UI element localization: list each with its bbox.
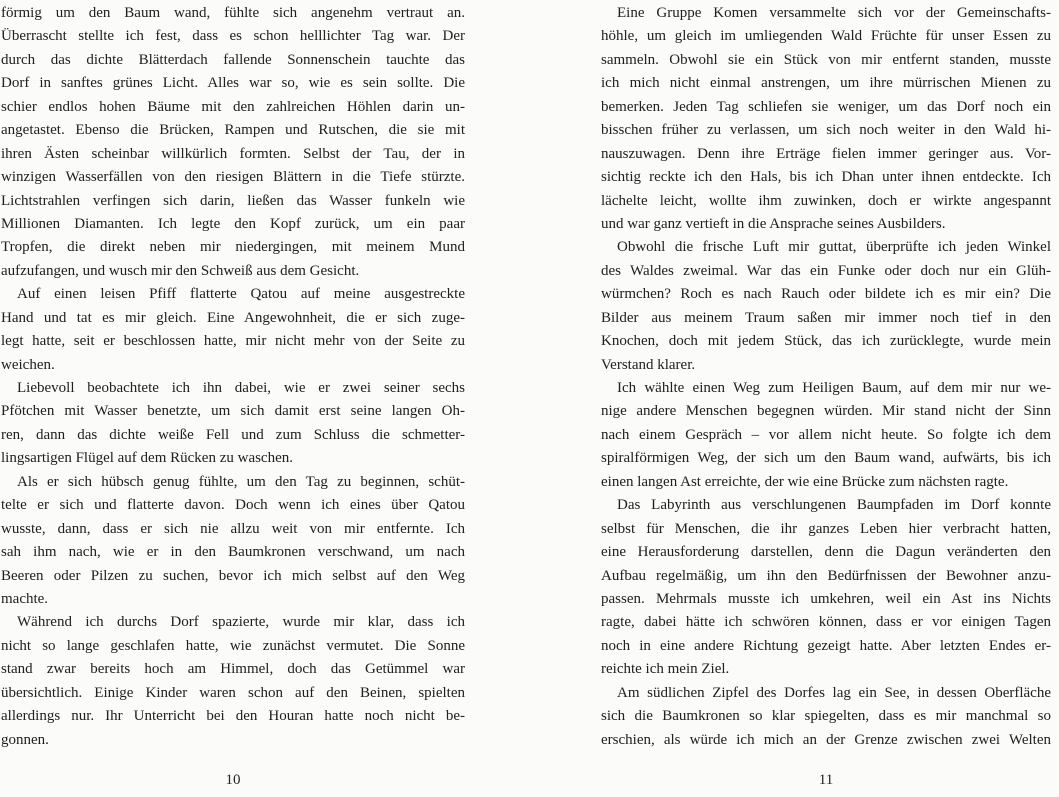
text-line: ragte, dabei hätte ich schwören können, dass er vor einigen Tagen <box>601 614 1051 631</box>
text-line: nach einem Gespräch – vor allem nicht heute. So folgte ich dem <box>601 426 1051 443</box>
paragraph <box>1 2 465 283</box>
page-text <box>601 2 1051 752</box>
text-line: Lichtstrahlen verfingen sich darin, ließen das Wasser funkeln wie <box>1 192 465 209</box>
text-line: Ich wählte einen Weg zum Heiligen Baum, auf dem mir nur we- <box>617 380 1051 396</box>
text-line: Auf einen leisen Pfiff flatterte Qatou auf meine ausgestreckte <box>17 286 465 303</box>
text-line: erschien, als würde ich mich an der Grenze zwischen zwei Welten <box>601 731 1051 748</box>
text-line: eine Herausforderung darstellen, denn die Dagun veränderten den <box>601 544 1051 561</box>
text-line: sichtig reckte ich den Hals, bis ich Dhan unter ihnen entdeckte. Ich <box>601 169 1051 186</box>
text-line: Pfötchen mit Wasser benetzte, um sich damit erst seine langen Oh- <box>1 403 465 420</box>
text-line: gonnen. <box>1 731 49 748</box>
paragraph <box>601 682 1051 752</box>
text-line: Dorf in sanftes grünes Licht. Alles war so, wie es sein sollte. Die <box>1 75 465 92</box>
text-line: bemerken. Jeden Tag schliefen sie weniger, um das Dorf noch ein <box>601 98 1051 115</box>
text-line: Beeren oder Pilzen zu suchen, bevor ich mich selbst auf den Weg <box>1 567 465 584</box>
text-line: durch das dichte Blätterdach fallende Sonnenschein tauchte das <box>1 51 465 68</box>
text-line: selbst für Menschen, die ihr ganzes Leben hier verbracht hatten, <box>601 520 1051 537</box>
text-line: einen langen Ast erreichte, der wie eine Brücke zum nächsten ragte. <box>601 473 1009 490</box>
text-line: reichte ich mein Ziel. <box>601 661 730 678</box>
text-line: Verstand klarer. <box>601 356 696 373</box>
text-line: Millionen Diamanten. Ich legte den Kopf zurück, um ein paar <box>1 215 465 232</box>
text-line: Tropfen, die direkt neben mir niedergingen, mit meinem Mund <box>1 239 465 256</box>
text-line: Obwohl die frische Luft mir guttat, überprüfte ich jeden Winkel <box>617 239 1051 256</box>
text-line: Überrascht stellte ich fest, dass es schon helllichter Tag war. Der <box>1 28 465 45</box>
text-line: wusste, dann, dass er sich nie allzu weit von mir entfernte. Ich <box>1 520 465 537</box>
page-number-left: 10 <box>225 772 241 788</box>
paragraph <box>1 611 465 752</box>
text-line: höhle, um gleich im umliegenden Wald Früchte für unser Essen zu <box>601 28 1051 45</box>
page-right <box>601 0 1051 797</box>
text-line: aufzufangen, und wusch mir den Schweiß aus dem Gesicht. <box>1 262 360 279</box>
text-line: passen. Mehrmals musste ich umkehren, weil ein Ast ins Nichts <box>601 590 1051 607</box>
text-line: nauszuwagen. Denn ihre Erträge fielen immer geringer aus. Vor- <box>601 145 1051 162</box>
text-line: sah ihm nach, wie er in den Baumkronen verschwand, um nach <box>1 544 465 561</box>
text-line: bisschen früher zu verlassen, um sich noch weiter in den Wald hi- <box>601 122 1051 139</box>
text-line: ihren Ästen scheinbar willkürlich formten. Selbst der Tau, der in <box>1 145 465 162</box>
text-line: sich die Baumkronen so klar spiegelten, dass es mir manchmal so <box>601 708 1051 725</box>
page-number-right: 11 <box>818 772 834 788</box>
text-line: Eine Gruppe Komen versammelte sich vor der Gemeinschafts- <box>617 5 1051 21</box>
page-text <box>1 2 465 752</box>
text-line: nige andere Menschen begegnen würden. Mir stand nicht der Sinn <box>601 403 1051 420</box>
text-line: winzigen Wasserfällen von den riesigen Blättern in die Tiefe stürzte. <box>1 169 465 186</box>
text-line: machte. <box>1 590 49 607</box>
paragraph <box>601 494 1051 682</box>
text-line: Als er sich hübsch genug fühlte, um den Tag zu beginnen, schüt- <box>17 473 465 490</box>
paragraph <box>601 2 1051 236</box>
text-line: würmchen? Roch es nach Rauch oder bildete ich es mir ein? Die <box>601 286 1051 303</box>
paragraph <box>601 377 1051 494</box>
text-line: allerdings nur. Ihr Unterricht bei den Houran hatte noch nicht be- <box>1 708 465 725</box>
text-line: und war ganz vertieft in die Ansprache seines Ausbilders. <box>601 215 946 232</box>
text-line: des Waldes zweimal. War das ein Funke oder doch nur ein Glüh- <box>601 262 1051 279</box>
text-line: sammeln. Obwohl sie ein Stück von mir entfernt standen, musste <box>601 51 1051 68</box>
text-line: lächelte leicht, wollte ihm zuwinken, doch er wirkte angespannt <box>601 192 1051 209</box>
text-line: stand zwar bereits hoch am Himmel, doch das Getümmel war <box>1 661 465 678</box>
text-line: Am südlichen Zipfel des Dorfes lag ein See, in dessen Oberfläche <box>617 684 1051 701</box>
text-line: Während ich durchs Dorf spazierte, wurde mir klar, dass ich <box>17 614 465 631</box>
text-line: Liebevoll beobachtete ich ihn dabei, wie er zwei seiner sechs <box>17 380 465 396</box>
text-line: telte er sich und flatterte davon. Doch wenn ich eines über Qatou <box>1 497 465 514</box>
paragraph <box>1 377 465 471</box>
text-line: förmig um den Baum wand, fühlte sich angenehm vertraut an. <box>1 5 465 21</box>
paragraph <box>1 283 465 377</box>
text-line: ren, dann das dichte weiße Fell und zum Schluss die schmetter- <box>1 426 465 443</box>
page-left <box>1 0 465 797</box>
text-line: Knochen, doch mit jedem Stück, das ich zurücklegte, wurde mein <box>601 333 1051 350</box>
text-line: nicht so lange geschlafen hatte, wie zunächst vermutet. Die Sonne <box>1 637 465 654</box>
text-line: ich mich nicht einmal anstrengen, um ihre mürrischen Mienen zu <box>601 75 1051 92</box>
text-line: schier endlos hohen Bäume mit den zahlreichen Höhlen darin un- <box>1 98 465 115</box>
text-line: lingsartigen Flügel auf dem Rücken zu waschen. <box>1 450 294 467</box>
text-line: Aufbau regelmäßig, um ihn den Bedürfnissen der Bewohner anzu- <box>601 567 1051 584</box>
text-line: Das Labyrinth aus verschlungenen Baumpfaden im Dorf konnte <box>617 497 1051 514</box>
text-line: weichen. <box>1 356 55 373</box>
text-line: Hand und tat es mir gleich. Eine Angewohnheit, die er sich zuge- <box>1 309 465 326</box>
text-line: legt hatte, seit er beschlossen hatte, mir nicht mehr von der Seite zu <box>1 333 465 350</box>
text-line: noch in eine andere Richtung gezeigt hatte. Aber letzten Endes er- <box>601 637 1051 654</box>
paragraph <box>1 471 465 612</box>
text-line: Bilder aus meinem Traum saßen mir immer noch tief in den <box>601 309 1051 326</box>
text-line: spiralförmigen Weg, der sich um den Baum wand, aufwärts, bis ich <box>601 450 1051 467</box>
text-line: übersichtlich. Einige Kinder waren schon auf den Beinen, spielten <box>1 684 465 701</box>
text-line: angetastet. Ebenso die Brücken, Rampen und Rutschen, die sie mit <box>1 122 465 139</box>
paragraph <box>601 236 1051 377</box>
